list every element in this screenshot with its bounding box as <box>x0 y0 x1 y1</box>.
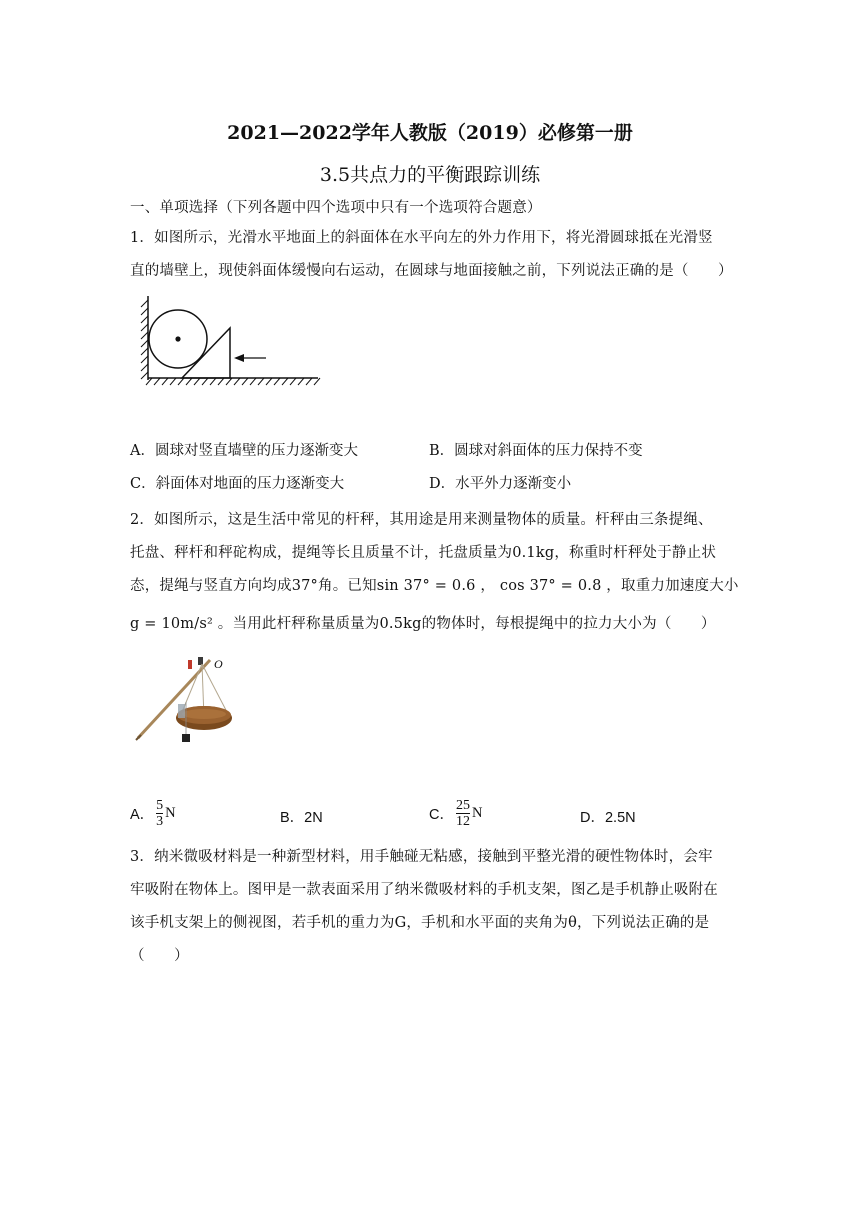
q1-option-c[interactable]: C．斜面体对地面的压力逐渐变大 <box>130 476 345 492</box>
q2-figure-steelyard <box>132 652 242 748</box>
q1-option-b[interactable]: B．圆球对斜面体的压力保持不变 <box>429 443 643 459</box>
section-heading: 一、单项选择（下列各题中四个选项中只有一个选项符合题意） <box>130 200 542 216</box>
q1-line1: 1．如图所示，光滑水平地面上的斜面体在水平向左的外力作用下，将光滑圆球抵在光滑竖 <box>130 230 713 246</box>
q2-option-b[interactable]: B．2N <box>280 810 323 826</box>
document-subtitle: 3.5共点力的平衡跟踪训练 <box>319 164 541 186</box>
q2-option-c-denominator: 12 <box>455 814 470 829</box>
q2-line1: 2．如图所示，这是生活中常见的杆秤，其用途是用来测量物体的质量。杆秤由三条提绳、 <box>130 512 713 528</box>
q2-line2: 托盘、秤杆和秤砣构成，提绳等长且质量不计，托盘质量为0.1kg，称重时杆秤处于静止状 <box>130 545 717 561</box>
q3-line2: 牢吸附在物体上。图甲是一款表面采用了纳米微吸材料的手机支架，图乙是手机静止吸附在 <box>130 882 718 898</box>
q2-option-c-fraction <box>456 798 470 829</box>
q1-option-a[interactable]: A．圆球对竖直墙壁的压力逐渐变大 <box>130 443 358 459</box>
q1-figure-ball-wedge <box>138 292 322 388</box>
q2-option-a-denominator: 3 <box>156 814 164 829</box>
q2-line3: 态，提绳与竖直方向均成37°角。已知sin 37° = 0.6 ， cos 37° = 0.8 ，取重力加速度大小 <box>130 578 739 594</box>
q2-line4: g = 10m/s² 。当用此杆秤称量质量为0.5kg的物体时，每根提绳中的拉力大小为（ ） <box>130 616 716 632</box>
q3-line4: （ ） <box>130 948 189 964</box>
q1-line2: 直的墙壁上，现使斜面体缓慢向右运动，在圆球与地面接触之前，下列说法正确的是（ ） <box>130 263 733 279</box>
q2-option-c-unit: N <box>471 805 483 821</box>
q2-option-d[interactable]: D．2.5N <box>580 810 636 826</box>
q2-option-c-label: C． <box>429 807 454 823</box>
q2-option-a-numerator: 5 <box>156 798 164 813</box>
q2-figure-point-o: O <box>214 657 223 671</box>
q2-option-c[interactable] <box>429 798 482 829</box>
document-title: 2021—2022学年人教版（2019）必修第一册 <box>227 122 633 144</box>
q1-option-d[interactable]: D．水平外力逐渐变小 <box>429 476 572 492</box>
q2-option-a-label: A． <box>130 807 155 823</box>
q2-option-a-fraction <box>156 798 163 829</box>
q3-line3: 该手机支架上的侧视图，若手机的重力为G，手机和水平面的夹角为θ，下列说法正确的是 <box>130 915 710 931</box>
q2-option-a[interactable] <box>130 798 176 829</box>
q2-option-c-numerator: 25 <box>455 798 470 813</box>
q3-line1: 3．纳米微吸材料是一种新型材料，用手触碰无粘感，接触到平整光滑的硬性物体时，会牢 <box>130 849 713 865</box>
q2-option-a-unit: N <box>165 805 176 821</box>
